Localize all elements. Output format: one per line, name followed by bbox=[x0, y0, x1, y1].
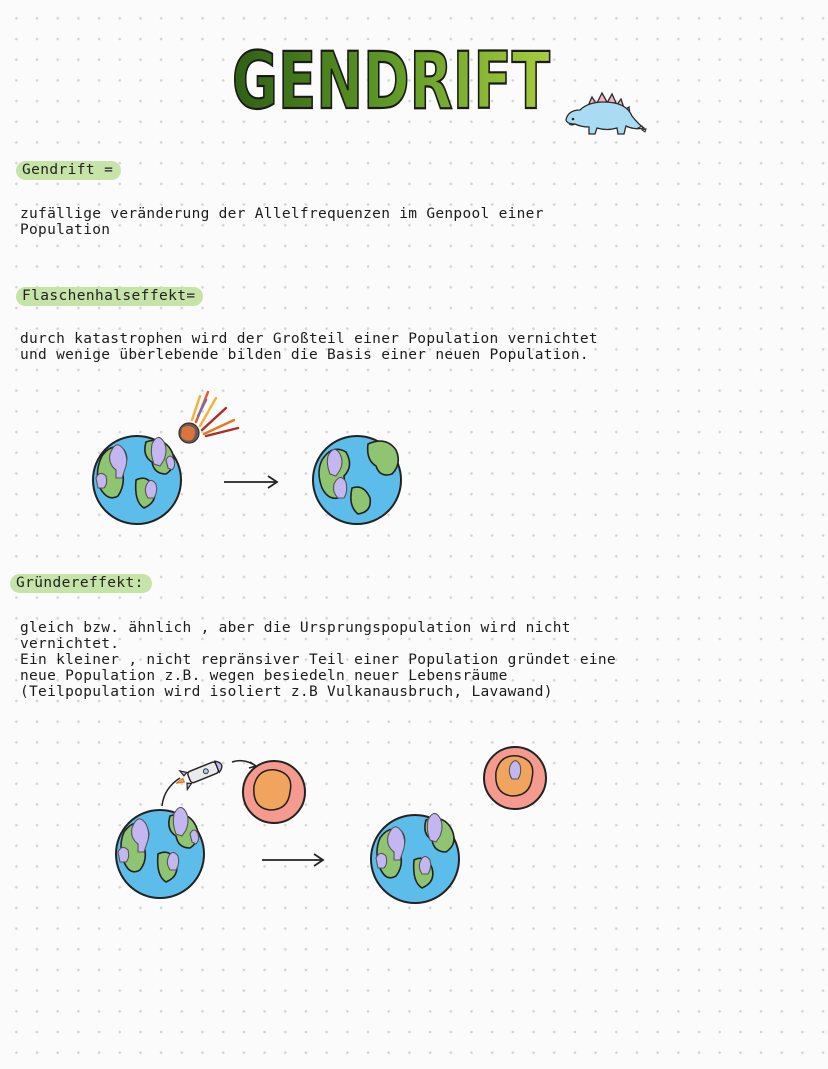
stegosaurus-icon bbox=[558, 86, 648, 142]
bottleneck-illustration bbox=[88, 386, 418, 536]
definition-gendrift: zufällige veränderung der Allelfrequenzen im Genpool einer Population bbox=[20, 206, 544, 238]
right-arrow-icon bbox=[224, 476, 277, 488]
earth-globe-icon bbox=[116, 807, 204, 898]
mars-planet-icon bbox=[484, 747, 546, 809]
page-title bbox=[228, 30, 558, 127]
heading-gruendereffekt: Gründereffekt: bbox=[10, 574, 152, 593]
earth-globe-icon bbox=[313, 436, 401, 524]
heading-flaschenhalseffekt: Flaschenhalseffekt= bbox=[16, 287, 203, 306]
definition-gruendereffekt: gleich bzw. ähnlich , aber die Ursprungspopulation wird nicht vernichtet. Ein kleiner , nicht repränsiver Teil einer Population gründet eine neue Population z.B. wegen besiedeln neuer Lebensräume (Teilpopulation wird isoliert z.B Vulkanausbruch, Lavawand) bbox=[20, 620, 616, 700]
meteor-icon bbox=[179, 392, 238, 443]
earth-globe-icon bbox=[371, 813, 459, 903]
earth-globe-icon bbox=[93, 436, 181, 524]
right-arrow-icon bbox=[262, 854, 323, 866]
rocket-icon bbox=[162, 756, 256, 806]
heading-gendrift: Gendrift = bbox=[16, 161, 121, 180]
mars-planet-icon bbox=[243, 761, 305, 823]
founder-illustration bbox=[108, 748, 558, 918]
page-title-text: GENDRIFT bbox=[232, 37, 550, 127]
definition-flaschenhalseffekt: durch katastrophen wird der Großteil einer Population vernichtet und wenige überlebende bilden die Basis einer neuen Population. bbox=[20, 331, 598, 363]
